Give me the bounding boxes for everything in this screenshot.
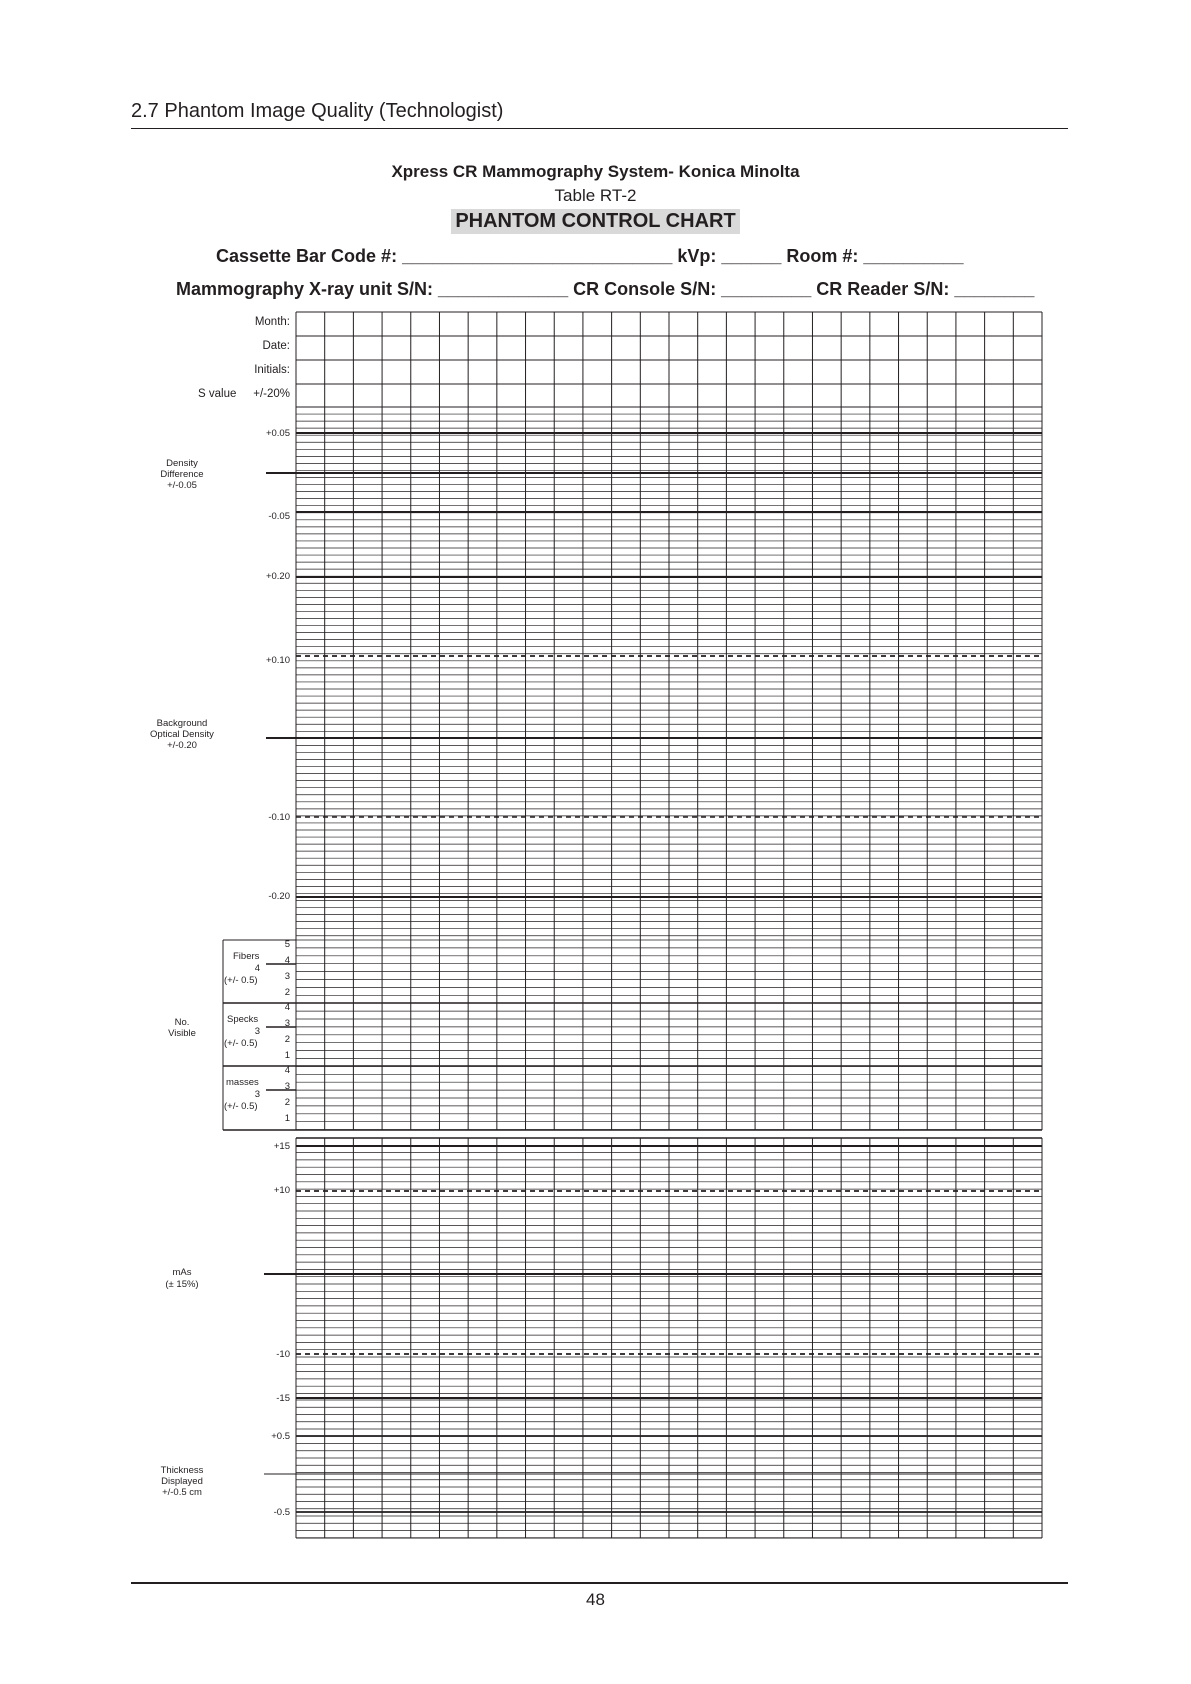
specks-score: 1: [284, 1050, 290, 1061]
initials-label: Initials:: [254, 364, 290, 376]
specks-label: Specks: [227, 1014, 259, 1025]
fibers-score: 4: [284, 955, 290, 966]
masses-label: masses: [226, 1077, 259, 1088]
tick-mas-p15: +15: [273, 1141, 290, 1152]
cassette-kvp-room-line: Cassette Bar Code #: ___________________________ kVp: ______ Room #: __________: [216, 246, 964, 266]
mas-tolerance: (± 15%): [165, 1279, 199, 1290]
specks-score: 3: [284, 1018, 290, 1029]
footer-rule: [131, 1582, 1068, 1584]
fibers-target: 4: [254, 963, 260, 974]
section-header: 2.7 Phantom Image Quality (Technologist): [131, 100, 504, 122]
tick-thk-upper: +0.5: [271, 1431, 290, 1442]
masses-score: 1: [284, 1113, 290, 1124]
tick-bod-p10: +0.10: [265, 655, 290, 666]
tick-mas-m15: -15: [276, 1393, 290, 1404]
serial-numbers-line: Mammography X-ray unit S/N: _____________ CR Console S/N: _________ CR Reader S/N: ________: [176, 279, 1035, 299]
fibers-score: 5: [284, 939, 290, 950]
tick-bod-m10: -0.10: [268, 812, 290, 823]
fibers-label: Fibers: [233, 951, 260, 962]
mas-label: mAs: [172, 1267, 192, 1278]
tick-dd-upper: +0.05: [265, 428, 290, 439]
fibers-tolerance: (+/- 0.5): [224, 975, 258, 986]
month-label: Month:: [254, 316, 290, 328]
specks-tolerance: (+/- 0.5): [224, 1038, 258, 1049]
chart-title: Xpress CR Mammography System- Konica Minolta: [391, 162, 800, 181]
tick-bod-p20: +0.20: [265, 571, 290, 582]
density-difference-label: Density Difference +/-0.05: [160, 458, 204, 491]
background-od-label: Background Optical Density +/-0.20: [150, 718, 214, 751]
table-label: Table RT-2: [554, 186, 637, 205]
no-visible-label: No. Visible: [168, 1017, 196, 1039]
masses-tolerance: (+/- 0.5): [224, 1101, 258, 1112]
fibers-score: 2: [284, 987, 290, 998]
fibers-score: 3: [284, 971, 290, 982]
tick-mas-p10: +10: [273, 1185, 290, 1196]
specks-target: 3: [254, 1026, 260, 1037]
masses-score: 4: [284, 1065, 290, 1076]
tick-thk-lower: -0.5: [273, 1507, 290, 1518]
thickness-label: Thickness Displayed +/-0.5 cm: [160, 1465, 204, 1498]
tick-dd-lower: -0.05: [268, 511, 290, 522]
tick-bod-m20: -0.20: [268, 891, 290, 902]
masses-score: 3: [284, 1081, 290, 1092]
date-label: Date:: [262, 340, 290, 352]
specks-score: 2: [284, 1034, 290, 1045]
tick-mas-m10: -10: [276, 1349, 290, 1360]
chart-heading: PHANTOM CONTROL CHART: [451, 209, 739, 234]
s-value-tolerance: +/-20%: [253, 388, 290, 400]
s-value-label: S value: [198, 388, 237, 400]
specks-score: 4: [284, 1002, 290, 1013]
masses-target: 3: [254, 1089, 260, 1100]
masses-score: 2: [284, 1097, 290, 1108]
page-number: 48: [586, 1590, 605, 1609]
